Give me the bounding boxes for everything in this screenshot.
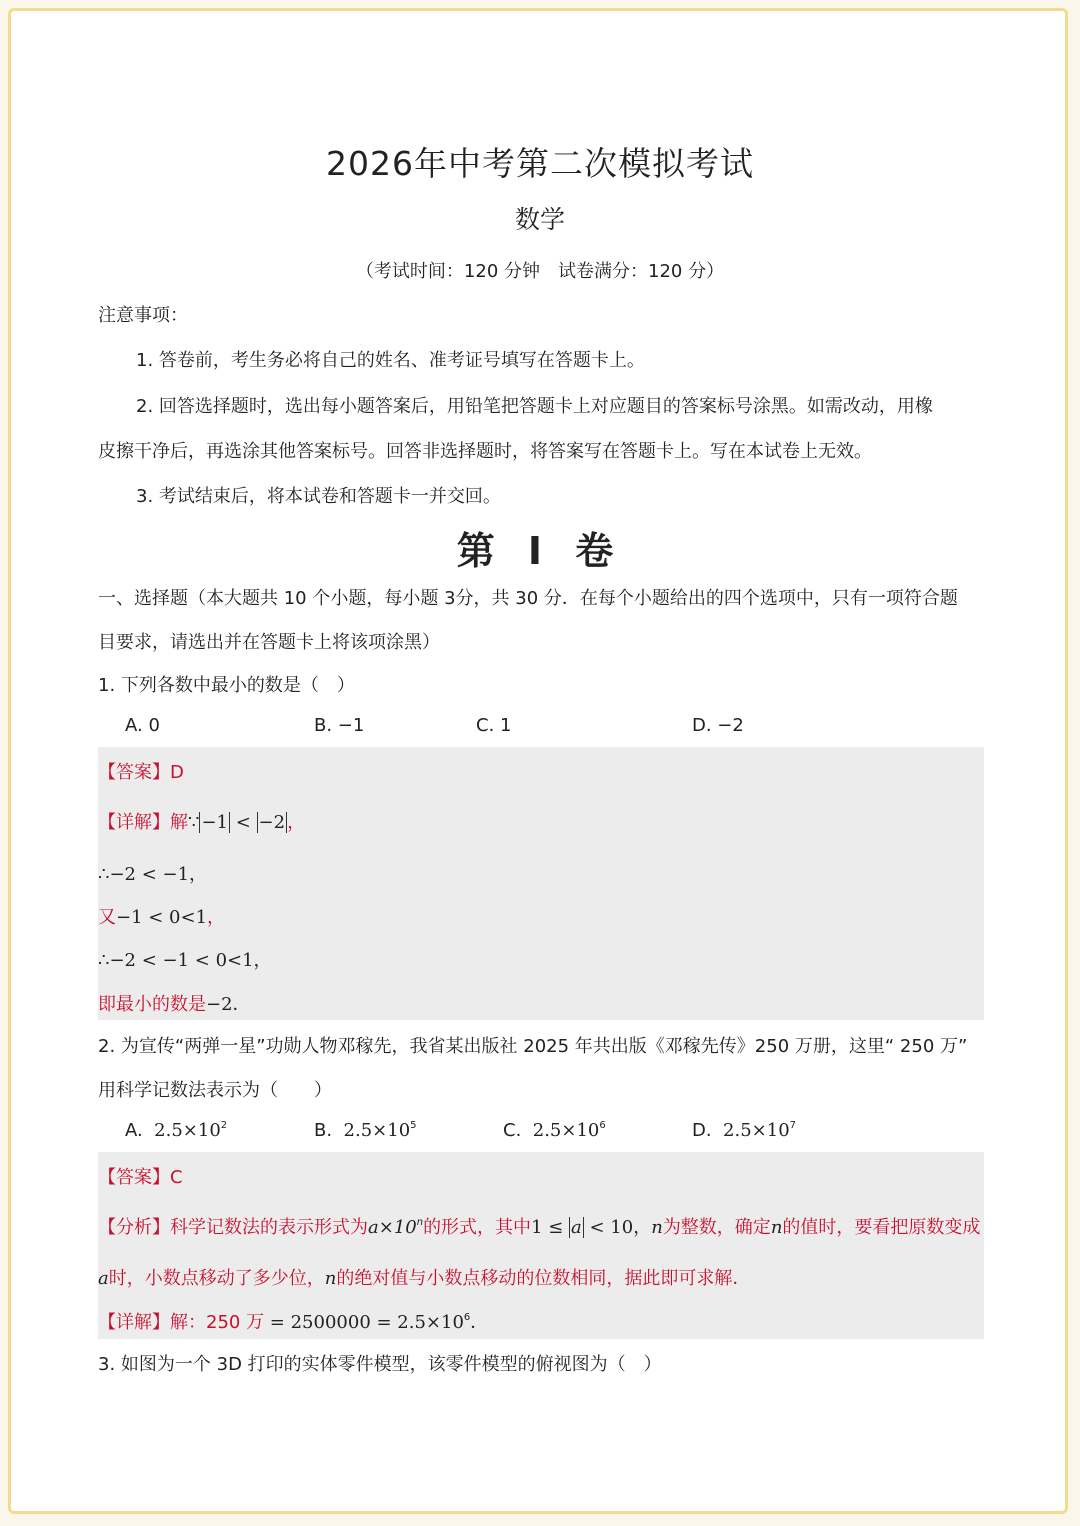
q1-abs-1: −1 [201,812,228,833]
q1-step-2 [98,903,225,929]
q2-option-a [125,1120,227,1141]
notes-item-3: 3. 考试结束后，将本试卷和答题卡一并交回。 [136,486,501,507]
volume-title: 第 I 卷 [456,529,624,573]
notes-item-2-line-2: 皮擦干净后，再选涂其他答案标号。回答非选择题时，将答案写在答题卡上。写在本试卷上无效。 [98,441,872,462]
q2-option-c-exp: 6 [599,1120,606,1131]
q2-analysis-text-d: 的值时，要看把原数变成 [782,1217,981,1238]
section-heading-line-2: 目要求，请选出并在答题卡上将该项涂黑） [98,632,440,653]
q1-option-c: C. 1 [476,715,512,736]
q1-option-a: A. 0 [125,715,160,736]
q2-option-a-base: 2.5×10 [154,1120,221,1141]
q2-analysis2-text-b: 时，小数点移动了多少位， [108,1268,325,1289]
q2-option-a-exp: 2 [220,1120,228,1131]
q1-detail-prefix: 解 [170,812,188,833]
q1-because-symbol: ∵ [188,812,200,833]
q1-step-2-comma: ， [207,907,226,928]
q2-analysis-range-a: a [571,1217,582,1238]
q1-stem: 1. 下列各数中最小的数是（ ） [98,675,355,696]
q1-conclusion [98,990,251,1016]
exam-title: 2026年中考第二次模拟考试 [326,144,754,183]
q1-answer-tag: 【答案】 [98,762,170,783]
q2-option-d [692,1120,796,1141]
q1-step-2-math: −1 < 0<1 [116,907,208,928]
q2-analysis-text-a: 科学记数法的表示形式为 [170,1217,368,1238]
q1-option-d: D. −2 [692,715,744,736]
q2-option-c-label: C. [503,1120,522,1141]
q2-analysis2-n: n [324,1268,337,1289]
q1-detail [98,808,305,834]
q2-option-b-label: B. [314,1120,333,1141]
q1-conclusion-end: ． [232,994,251,1015]
q2-analysis-form-exp: n [416,1217,424,1228]
q1-conclusion-text: 即最小的数是 [98,994,206,1015]
notes-heading: 注意事项： [98,305,188,326]
q2-analysis-n-2: n [770,1217,783,1238]
q2-analysis2-a: a [98,1268,109,1289]
q2-detail [98,1308,488,1334]
q2-detail-exp: 6 [463,1312,471,1323]
q1-option-b: B. −1 [314,715,365,736]
q2-stem-line-2: 用科学记数法表示为（ ） [98,1080,332,1101]
q2-analysis-line-2 [98,1264,750,1290]
q1-abs-2: −2 [258,812,286,833]
q2-answer-tag: 【答案】 [98,1167,170,1188]
q1-step-2-label: 又 [98,907,116,928]
q2-analysis2-text-c: 的绝对值与小数点移动的位数相同，据此即可求解． [336,1268,751,1289]
section-heading-line-1: 一、选择题（本大题共 10 个小题，每小题 3分，共 30 分．在每个小题给出的四个选项中，只有一项符合题 [98,588,958,609]
q2-option-d-exp: 7 [789,1120,797,1131]
q2-analysis-text-b: 的形式，其中 [423,1217,532,1238]
q2-option-c-base: 2.5×10 [532,1120,600,1141]
q2-analysis-tag: 【分析】 [98,1217,170,1238]
q1-conclusion-value: −2 [206,994,233,1015]
q2-analysis-form: a×10 [368,1217,417,1238]
q2-detail-tag: 【详解】 [98,1312,170,1333]
q2-answer [98,1163,183,1189]
q2-option-d-label: D. [692,1120,712,1141]
q2-detail-text: 解：250 万 [170,1312,265,1333]
q2-detail-end: ． [470,1312,489,1333]
q2-option-b [314,1120,417,1141]
q2-analysis-text-c: 为整数，确定 [662,1217,771,1238]
q1-detail-comma: ， [287,812,306,833]
q1-step-3: ∴−2 < −1 < 0<1， [98,950,272,971]
q2-analysis-range-1: 1 ≤ [531,1217,570,1238]
q2-option-c [503,1120,606,1141]
notes-item-2-line-1: 2. 回答选择题时，选出每小题答案后，用铅笔把答题卡上对应题目的答案标号涂黑。如需改动，用橡 [136,396,933,417]
q2-stem-line-1: 2. 为宣传“两弹一星”功勋人物邓稼先，我省某出版社 2025 年共出版《邓稼先传》250 万册，这里“ 250 万” [98,1036,968,1057]
q1-solution-box [98,747,984,1020]
q1-detail-tag: 【详解】 [98,812,170,833]
exam-subject: 数学 [514,205,565,234]
q2-analysis-n-1: n [651,1217,663,1238]
exam-meta: （考试时间：120 分钟 试卷满分：120 分） [355,261,725,282]
q1-step-1: ∴−2 < −1， [98,864,208,885]
q2-option-b-base: 2.5×10 [343,1120,411,1141]
q2-detail-math: = 2500000 = 2.5×10 [264,1312,464,1333]
q1-answer [98,758,184,784]
q2-option-d-base: 2.5×10 [723,1120,790,1141]
notes-item-1: 1. 答卷前，考生务必将自己的姓名、准考证号填写在答题卡上。 [136,350,645,371]
q1-less-than: < [230,812,257,833]
q2-analysis-line-1 [98,1213,980,1239]
q2-analysis-range-2: < 10， [583,1217,652,1238]
q1-answer-value: D [170,762,184,783]
q2-answer-value: C [170,1167,183,1188]
q2-option-b-exp: 5 [410,1120,417,1131]
q3-stem: 3. 如图为一个 3D 打印的实体零件模型，该零件模型的俯视图为（ ） [98,1354,662,1375]
q2-option-a-label: A. [125,1120,143,1141]
